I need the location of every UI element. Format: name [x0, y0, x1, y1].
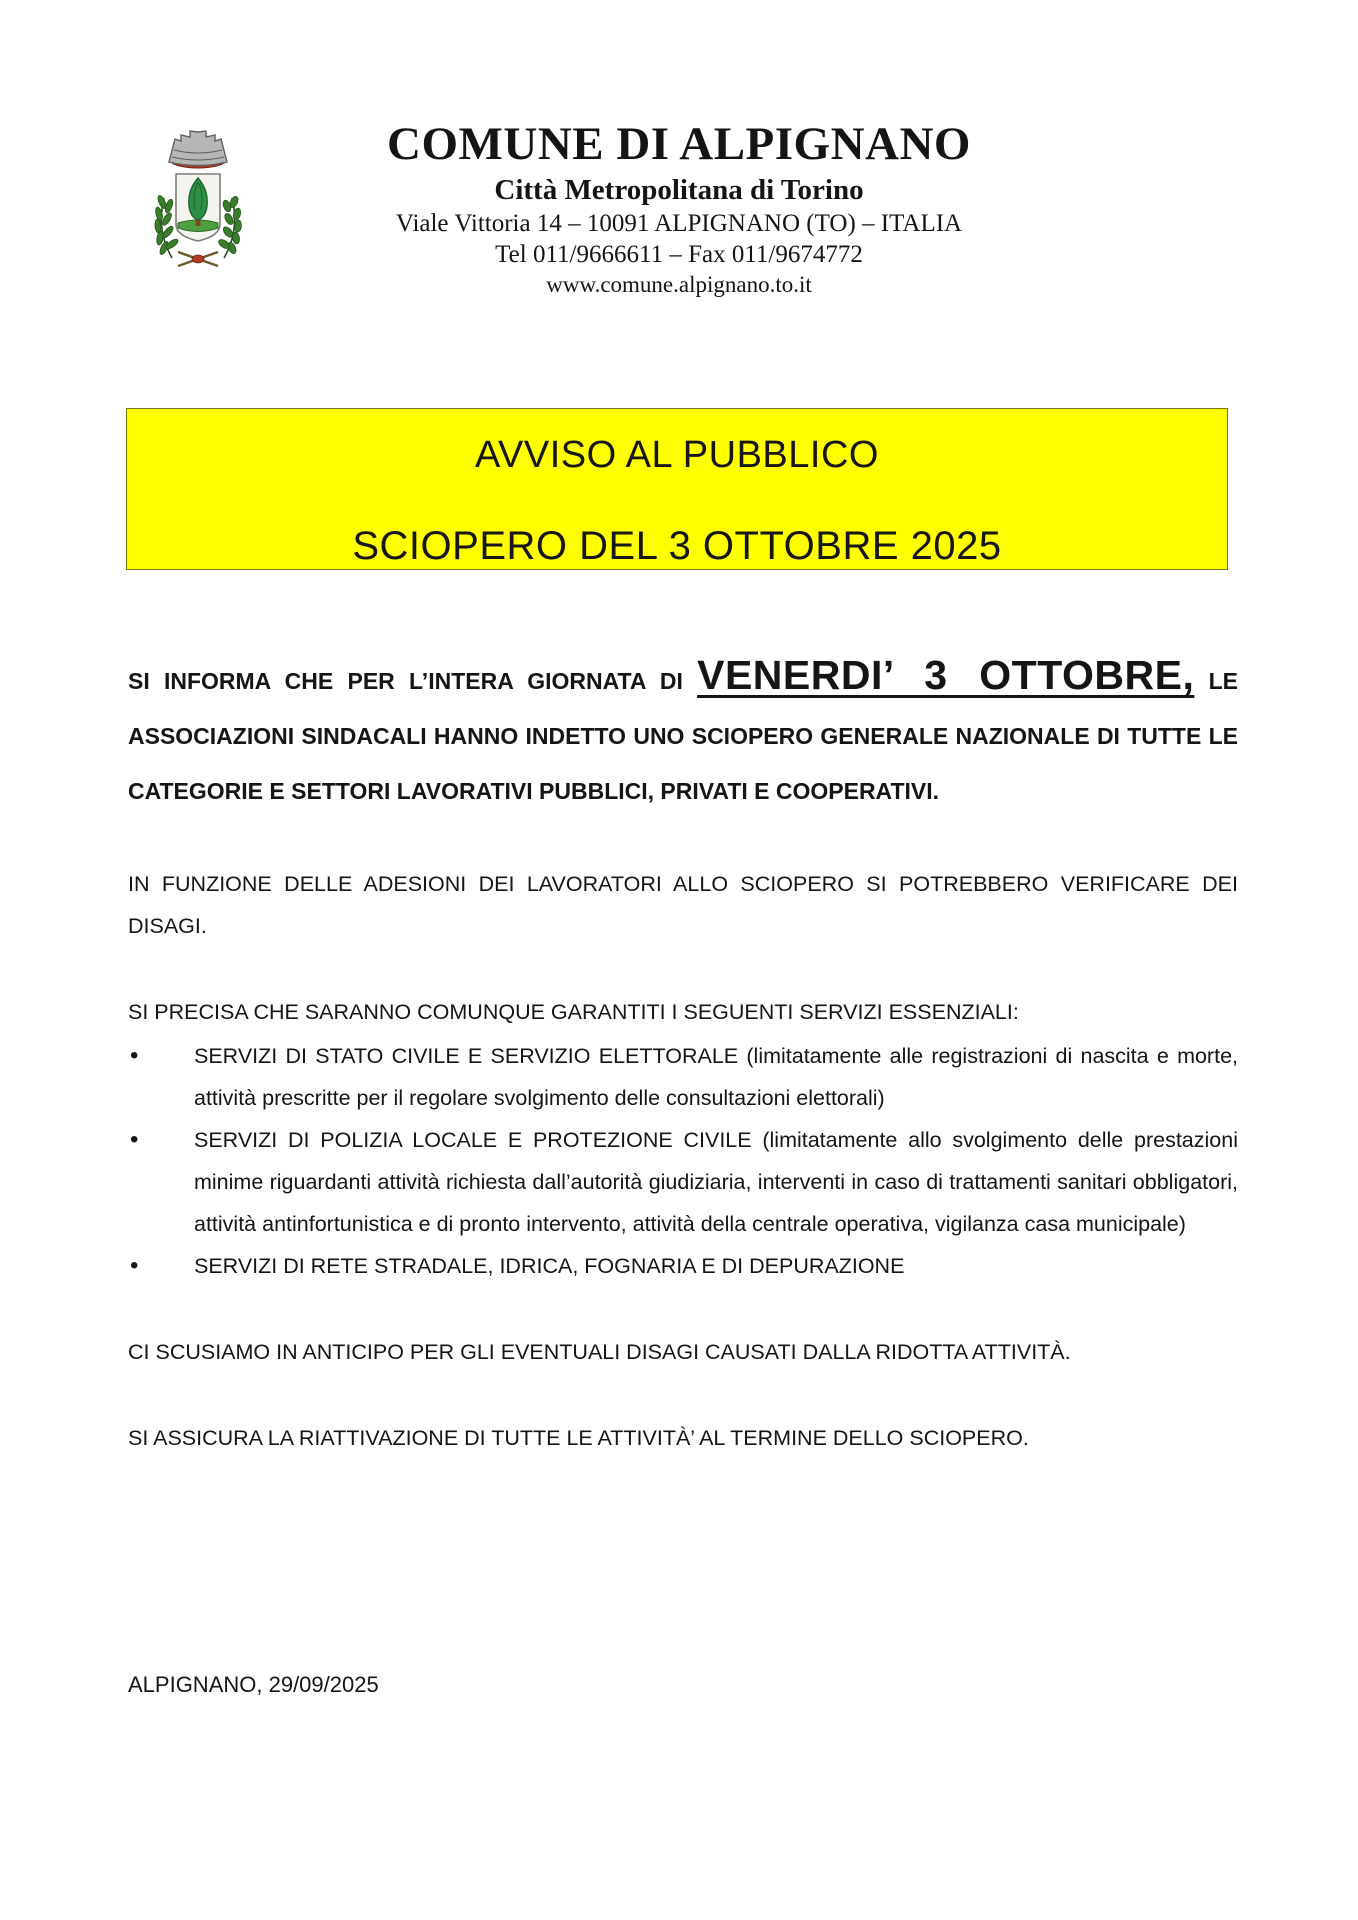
- intro-text-after: LE ASSOCIAZIONI SINDACALI HANNO INDETTO UNO SCIOPERO GENERALE NAZIONALE DI TUTTE LE CATEGORIE E SETTORI LAVORATIVI PUBBLICI, PRIVATI E COOPERATIVI.: [128, 668, 1239, 804]
- service-item-text: SERVIZI DI RETE STRADALE, IDRICA, FOGNARIA E DI DEPURAZIONE: [194, 1254, 905, 1278]
- bullet-icon: •: [130, 1126, 139, 1153]
- service-item-text: SERVIZI DI STATO CIVILE E SERVIZIO ELETTORALE (limitatamente alle registrazioni di nascita e morte, attività prescritte per il regolare svolgimento delle consultazioni elettorali): [194, 1044, 1238, 1110]
- notice-paragraph-riattivazione: SI ASSICURA LA RIATTIVAZIONE DI TUTTE LE ATTIVITÀ’ AL TERMINE DELLO SCIOPERO.: [128, 1426, 1029, 1450]
- intro-text-before: SI INFORMA CHE PER L’INTERA GIORNATA DI: [128, 668, 698, 694]
- essential-services-list: [128, 1035, 1238, 1287]
- header-address: Viale Vittoria 14 – 10091 ALPIGNANO (TO) – ITALIA: [395, 210, 963, 237]
- letterhead: [0, 118, 1358, 299]
- banner-subtitle: SCIOPERO DEL 3 OTTOBRE 2025: [352, 524, 1002, 568]
- notice-paragraph-servizi-garantiti: SI PRECISA CHE SARANNO COMUNQUE GARANTITI I SEGUENTI SERVIZI ESSENZIALI:: [128, 1000, 1019, 1024]
- alpignano-coat-of-arms-icon: [148, 126, 248, 278]
- service-list-item: [128, 1035, 1238, 1119]
- banner-title: AVVISO AL PUBBLICO: [475, 434, 879, 476]
- dateline: ALPIGNANO, 29/09/2025: [128, 1672, 379, 1697]
- service-list-item: [128, 1119, 1238, 1245]
- header-subtitle: Città Metropolitana di Torino: [494, 174, 864, 206]
- notice-paragraph-scuse: CI SCUSIAMO IN ANTICIPO PER GLI EVENTUALI DISAGI CAUSATI DALLA RIDOTTA ATTIVITÀ.: [128, 1340, 1071, 1364]
- notice-paragraph-disagi: IN FUNZIONE DELLE ADESIONI DEI LAVORATORI ALLO SCIOPERO SI POTREBBERO VERIFICARE DEI DISAGI.: [128, 872, 1238, 938]
- bullet-icon: •: [130, 1042, 139, 1069]
- municipality-name: COMUNE DI ALPIGNANO: [387, 118, 971, 170]
- service-item-text: SERVIZI DI POLIZIA LOCALE E PROTEZIONE CIVILE (limitatamente allo svolgimento delle prestazioni minime riguardanti attività richiesta dall’autorità giudiziaria, interventi in caso di trattamenti sanitari obbligatori, attività antinfortunistica e di pronto intervento, attività della centrale operativa, vigilanza casa municipale): [194, 1128, 1238, 1236]
- service-list-item: [128, 1245, 1238, 1287]
- notice-banner: [126, 408, 1228, 570]
- bullet-icon: •: [130, 1252, 139, 1279]
- notice-body: [128, 648, 1238, 1459]
- notice-paragraph-intro: [128, 648, 1238, 819]
- header-website: www.comune.alpignano.to.it: [546, 272, 812, 297]
- header-phone-fax: Tel 011/9666611 – Fax 011/9674772: [495, 241, 863, 268]
- strike-date-highlight: VENERDI’ 3 OTTOBRE,: [697, 652, 1195, 698]
